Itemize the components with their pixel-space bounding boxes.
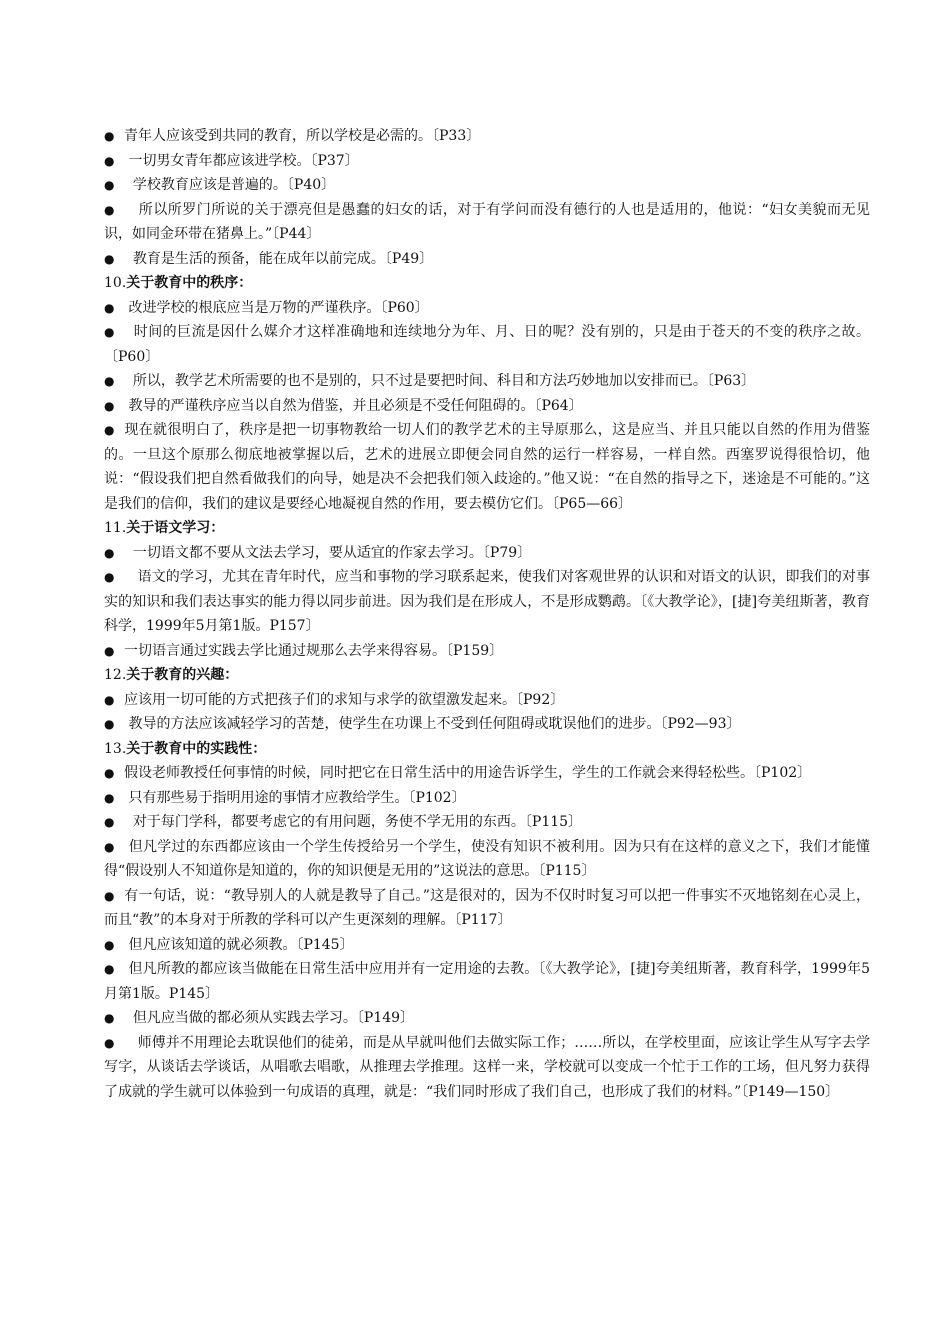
section-number: 11. bbox=[104, 520, 127, 536]
item-text: 但凡学过的东西都应该由一个学生传授给另一个学生，使没有知识不被利用。因为只有在这样的意义之下，我们才能懂得“假设别人不知道你是知道的，你的知识便是无用的”这说法的意思。〔P115〕 bbox=[104, 838, 870, 879]
section-number: 12. bbox=[104, 667, 127, 683]
section-heading bbox=[104, 663, 870, 688]
item-text: 学校教育应该是普遍的。〔P40〕 bbox=[124, 177, 336, 193]
section-title: 关于教育中的实践性： bbox=[126, 740, 267, 757]
bullet-icon: ● bbox=[104, 325, 115, 339]
item-text: 但凡所教的都应该当做能在日常生活中应用并有一定用途的去教。〔《大教学论》，[捷]夸美纽斯著，教育科学，1999年5月第1版。P145〕 bbox=[104, 961, 870, 1002]
bullet-item bbox=[104, 688, 870, 713]
item-text: 改进学校的根底应当是万物的严谨秩序。〔P60〕 bbox=[124, 299, 429, 316]
bullet-icon: ● bbox=[104, 790, 115, 805]
item-text: 有一句话，说：“教导别人的人就是教导了自己。”这是很对的，因为不仅时时复习可以把一件事实不灭地铭刻在心灵上，而且“教”的本身对于所教的学科可以产生更深刻的理解。〔P117〕 bbox=[104, 887, 870, 928]
bullet-item bbox=[104, 786, 870, 811]
item-text: 教育是生活的预备，能在成年以前完成。〔P49〕 bbox=[124, 250, 434, 267]
bullet-item bbox=[104, 957, 870, 1006]
section-title: 关于语文学习： bbox=[126, 520, 225, 536]
bullet-icon: ● bbox=[104, 398, 115, 413]
bullet-icon: ● bbox=[104, 202, 115, 217]
section-title: 关于教育的兴趣： bbox=[126, 667, 239, 683]
item-text: 语文的学习，尤其在青年时代，应当和事物的学习联系起来，使我们对客观世界的认识和对语文的认识，即我们的对事实的知识和我们表达事实的能力得以同步前进。因为我们是在形成人，不是形成鹦鹉。〔《大教学论》，[捷]夸美纽斯著，教育科学，1999年5月第1版。P157〕 bbox=[104, 569, 870, 634]
item-text: 应该用一切可能的方式把孩子们的求知与求学的欲望激发起来。〔P92〕 bbox=[124, 691, 565, 708]
item-text: 但凡应该知道的就必须教。〔P145〕 bbox=[124, 936, 354, 953]
bullet-item bbox=[104, 1006, 870, 1031]
bullet-item bbox=[104, 810, 870, 835]
section-number: 10. bbox=[104, 275, 127, 291]
bullet-item bbox=[104, 124, 870, 149]
item-text: 所以所罗门所说的关于漂亮但是愚蠢的妇女的话，对于有学问而没有德行的人也是适用的，他说：“妇女美貌而无见识，如同金环带在猪鼻上。”〔P44〕 bbox=[104, 201, 870, 242]
bullet-icon: ● bbox=[104, 129, 115, 143]
item-text: 教导的方法应该减轻学习的苦楚，使学生在功课上不受到任何阻碍或耽误他们的进步。〔P92—93〕 bbox=[124, 716, 741, 732]
item-text: 一切男女青年都应该进学校。〔P37〕 bbox=[124, 152, 359, 169]
bullet-icon: ● bbox=[104, 545, 115, 560]
bullet-icon: ● bbox=[104, 937, 115, 952]
bullet-icon: ● bbox=[104, 1011, 115, 1025]
bullet-item bbox=[104, 296, 870, 321]
bullet-icon: ● bbox=[104, 815, 115, 829]
bullet-item bbox=[104, 149, 870, 174]
bullet-icon: ● bbox=[104, 423, 115, 437]
bullet-icon: ● bbox=[104, 962, 115, 976]
bullet-icon: ● bbox=[104, 839, 115, 854]
bullet-item bbox=[104, 541, 870, 566]
bullet-item bbox=[104, 712, 870, 737]
item-text: 一切语文都不要从文法去学习，要从适宜的作家去学习。〔P79〕 bbox=[124, 544, 532, 561]
bullet-item bbox=[104, 835, 870, 884]
bullet-icon: ● bbox=[104, 251, 115, 266]
item-text: 但凡应当做的都必须从实践去学习。〔P149〕 bbox=[124, 1010, 415, 1026]
section-heading bbox=[104, 271, 870, 296]
item-text: 只有那些易于指明用途的事情才应教给学生。〔P102〕 bbox=[124, 789, 466, 806]
bullet-icon: ● bbox=[104, 888, 115, 903]
bullet-icon: ● bbox=[104, 178, 115, 192]
item-text: 师傅并不用理论去耽误他们的徒弟，而是从早就叫他们去做实际工作；……所以，在学校里面，应该让学生从写字去学写字，从谈话去学谈话，从唱歌去唱歌，从推理去学推理。这样一来，学校就可以变成一个忙于工作的工场，但凡努力获得了成就的学生就可以体验到一句成语的真理，就是：“我们同时形成了我们自己，也形成了我们的材料。”〔P149—150〕 bbox=[104, 1034, 870, 1100]
section-number: 13. bbox=[104, 740, 127, 757]
item-text: 所以，教学艺术所需要的也不是别的，只不过是要把时间、科目和方法巧妙地加以安排而已。〔P63〕 bbox=[124, 373, 756, 389]
bullet-item bbox=[104, 247, 870, 272]
item-text: 青年人应该受到共同的教育，所以学校是必需的。〔P33〕 bbox=[124, 128, 481, 144]
bullet-icon: ● bbox=[104, 374, 115, 388]
bullet-item bbox=[104, 198, 870, 247]
document-body bbox=[104, 124, 870, 1104]
section-title: 关于教育中的秩序： bbox=[126, 275, 253, 291]
bullet-item bbox=[104, 933, 870, 958]
item-text: 一切语言通过实践去学比通过规那么去学来得容易。〔P159〕 bbox=[124, 642, 504, 659]
section-heading bbox=[104, 516, 870, 541]
item-text: 现在就很明白了，秩序是把一切事物教给一切人们的教学艺术的主导原那么，这是应当、并且只能以自然的作用为借鉴的。一旦这个原那么彻底地被掌握以后，艺术的进展立即便会同自然的运行一样容易，一样自然。西塞罗说得很恰切，他说：“假设我们把自然看做我们的向导，她是决不会把我们领入歧途的。”他又说：“在自然的指导之下，迷途是不可能的。”这是我们的信仰，我们的建议是要经心地凝视自然的作用，要去模仿它们。〔P65—66〕 bbox=[104, 422, 870, 512]
bullet-item bbox=[104, 565, 870, 639]
bullet-item bbox=[104, 173, 870, 198]
bullet-item bbox=[104, 884, 870, 933]
bullet-item bbox=[104, 1031, 870, 1105]
bullet-item bbox=[104, 639, 870, 664]
bullet-item bbox=[104, 761, 870, 786]
bullet-icon: ● bbox=[104, 570, 115, 584]
bullet-icon: ● bbox=[104, 1035, 115, 1050]
bullet-icon: ● bbox=[104, 766, 115, 780]
bullet-item bbox=[104, 369, 870, 394]
bullet-item bbox=[104, 320, 870, 369]
item-text: 教导的严谨秩序应当以自然为借鉴，并且必须是不受任何阻碍的。〔P64〕 bbox=[124, 397, 583, 414]
bullet-icon: ● bbox=[104, 153, 115, 168]
bullet-icon: ● bbox=[104, 717, 115, 731]
item-text: 时间的巨流是因什么媒介才这样准确地和连续地分为年、月、日的呢？没有别的，只是由于苍天的不变的秩序之故。〔P60〕 bbox=[104, 324, 870, 365]
bullet-icon: ● bbox=[104, 643, 115, 658]
bullet-item bbox=[104, 418, 870, 516]
item-text: 假设老师教授任何事情的时候，同时把它在日常生活中的用途告诉学生，学生的工作就会来得轻松些。〔P102〕 bbox=[124, 765, 812, 781]
bullet-icon: ● bbox=[104, 300, 115, 315]
section-heading bbox=[104, 737, 870, 762]
bullet-item bbox=[104, 394, 870, 419]
item-text: 对于每门学科，都要考虑它的有用问题，务使不学无用的东西。〔P115〕 bbox=[124, 814, 583, 830]
bullet-icon: ● bbox=[104, 692, 115, 707]
